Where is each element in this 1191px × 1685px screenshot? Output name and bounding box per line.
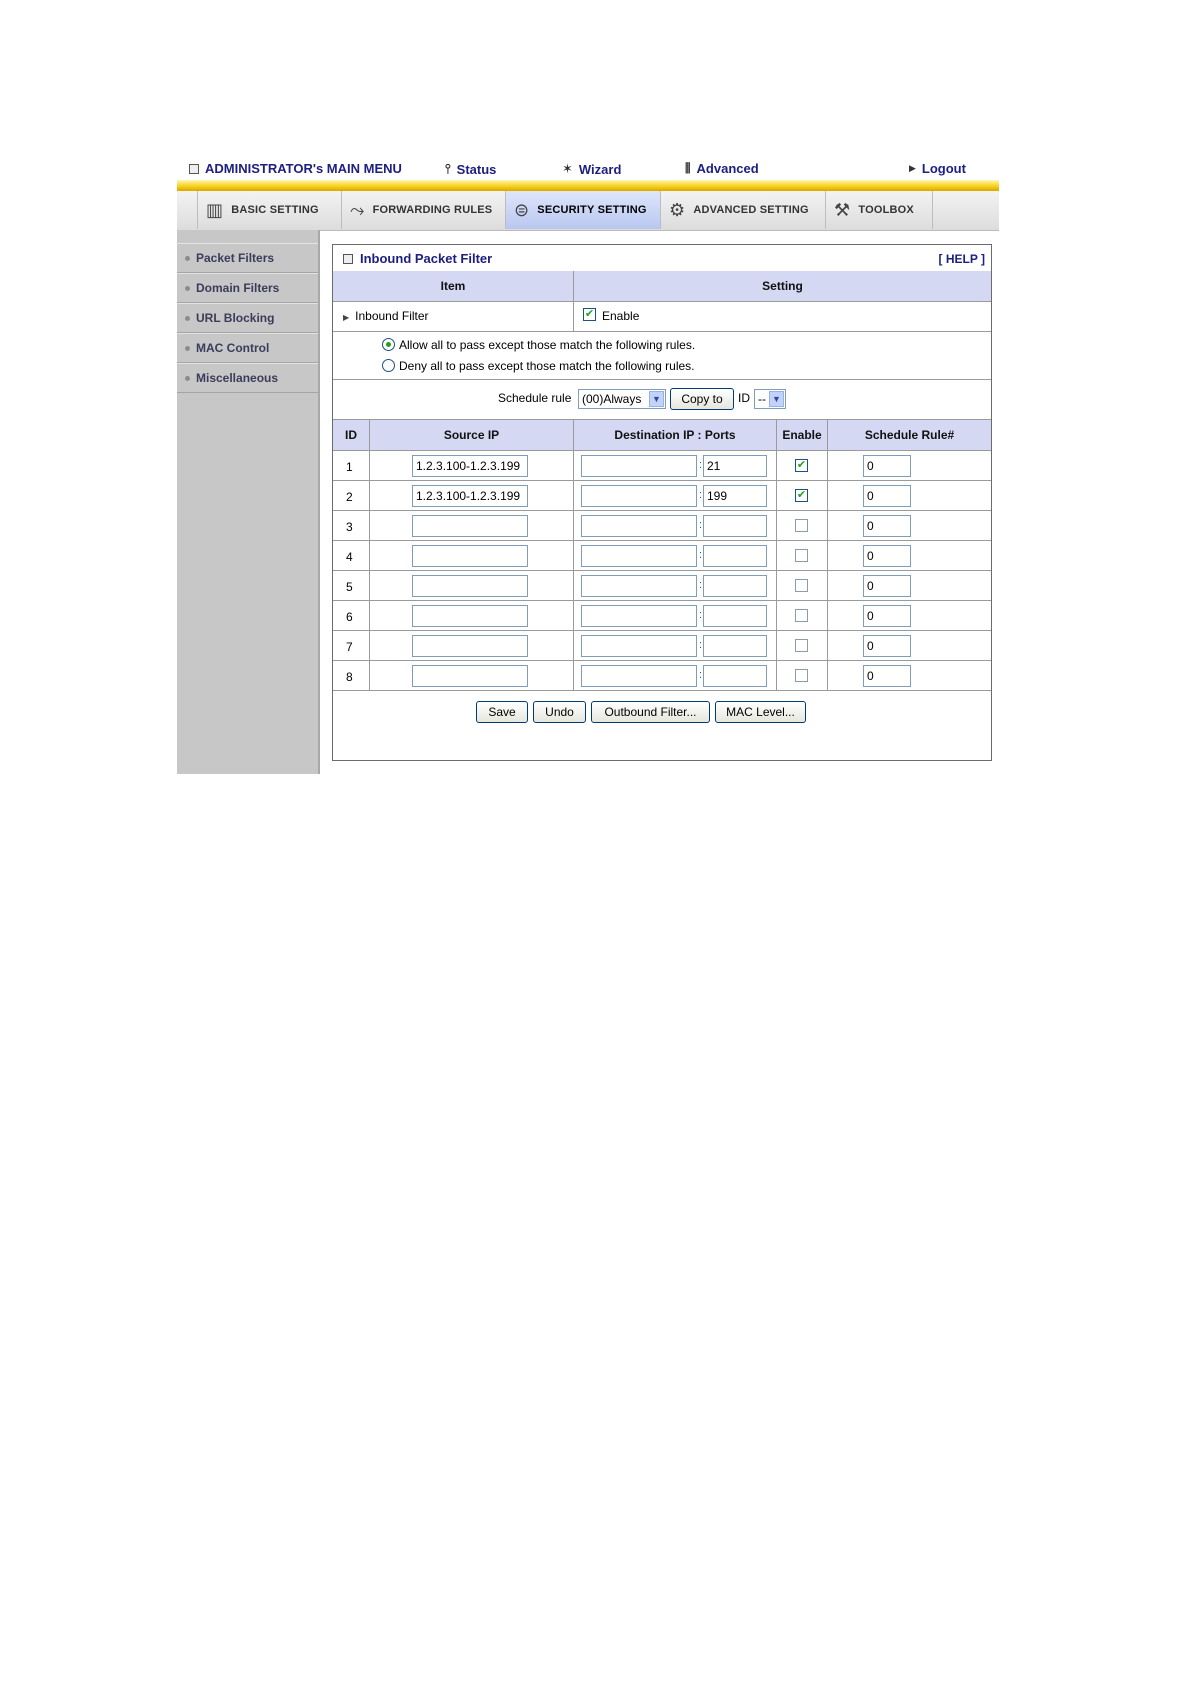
rule-id: 4 — [346, 550, 353, 564]
schedule-rule-select[interactable]: (00)Always ▼ — [578, 389, 666, 409]
bullet-icon — [185, 286, 190, 291]
rule-enable-checkbox[interactable] — [795, 639, 808, 652]
schedule-rule-input[interactable] — [863, 485, 911, 507]
port-separator: : — [699, 669, 703, 681]
destination-ip-input[interactable] — [581, 455, 697, 477]
tab-forwarding-rules[interactable]: ⤳ FORWARDING RULES — [341, 191, 505, 229]
rule-enable-checkbox[interactable] — [795, 579, 808, 592]
main-menu-link[interactable]: ADMINISTRATOR's MAIN MENU — [189, 161, 402, 176]
source-ip-input[interactable] — [412, 545, 528, 567]
source-ip-input[interactable] — [412, 455, 528, 477]
source-ip-input[interactable] — [412, 605, 528, 627]
destination-ip-input[interactable] — [581, 575, 697, 597]
source-ip-input[interactable] — [412, 485, 528, 507]
port-separator: : — [699, 549, 703, 561]
port-input[interactable] — [703, 575, 767, 597]
chevron-down-icon: ▼ — [649, 391, 664, 407]
destination-column-header: Destination IP : Ports — [574, 420, 776, 450]
port-input[interactable] — [703, 515, 767, 537]
toolbox-icon: ⚒ — [834, 199, 851, 220]
port-input[interactable] — [703, 455, 767, 477]
advanced-icon: ⫼ — [685, 161, 691, 175]
source-ip-input[interactable] — [412, 635, 528, 657]
column-divider — [827, 420, 828, 691]
rule-id: 2 — [346, 490, 353, 504]
schedule-rule-input[interactable] — [863, 575, 911, 597]
copy-to-button[interactable]: Copy to — [670, 388, 734, 410]
status-icon: ⫯ — [445, 161, 451, 176]
bullet-icon — [185, 346, 190, 351]
source-ip-input[interactable] — [412, 515, 528, 537]
advanced-link[interactable]: ⫼ Advanced — [685, 161, 759, 176]
port-input[interactable] — [703, 635, 767, 657]
sidebar-item-mac-control[interactable]: MAC Control — [177, 333, 318, 363]
rule-id: 3 — [346, 520, 353, 534]
destination-ip-input[interactable] — [581, 665, 697, 687]
destination-ip-input[interactable] — [581, 605, 697, 627]
deny-radio-label: Deny all to pass except those match the following rules. — [399, 359, 695, 373]
source-ip-input[interactable] — [412, 665, 528, 687]
panel-header — [333, 245, 991, 271]
rule-id: 7 — [346, 640, 353, 654]
port-separator: : — [699, 519, 703, 531]
sidebar-item-domain-filters[interactable]: Domain Filters — [177, 273, 318, 303]
rule-id: 6 — [346, 610, 353, 624]
tab-bar — [177, 191, 999, 231]
header-band — [177, 180, 999, 191]
undo-button[interactable]: Undo — [533, 701, 586, 723]
mac-level-button[interactable]: MAC Level... — [715, 701, 806, 723]
allow-radio-label: Allow all to pass except those match the following rules. — [399, 338, 696, 352]
destination-ip-input[interactable] — [581, 485, 697, 507]
lock-icon: ⊜ — [514, 199, 530, 220]
port-input[interactable] — [703, 485, 767, 507]
column-divider — [573, 420, 574, 691]
wizard-icon: ✶ — [562, 161, 573, 176]
inbound-filter-label: ▶ Inbound Filter — [343, 309, 429, 323]
save-button[interactable]: Save — [476, 701, 528, 723]
bullet-icon — [185, 316, 190, 321]
setting-column-header: Setting — [574, 271, 991, 301]
inbound-filter-enable-checkbox[interactable]: ✔ — [584, 308, 595, 320]
sidebar-item-packet-filters[interactable]: Packet Filters — [177, 243, 318, 273]
chevron-down-icon: ▼ — [769, 391, 784, 407]
enable-label: Enable — [602, 309, 640, 323]
enable-column-header: Enable — [777, 420, 827, 450]
rule-enable-checkbox[interactable]: ✔ — [796, 459, 807, 471]
bullet-icon — [185, 256, 190, 261]
item-column-header: Item — [333, 271, 573, 301]
port-separator: : — [699, 489, 703, 501]
bullet-icon — [185, 376, 190, 381]
rule-enable-checkbox[interactable] — [795, 609, 808, 622]
top-menu-bar — [177, 158, 999, 180]
port-input[interactable] — [703, 545, 767, 567]
wizard-link[interactable]: ✶ Wizard — [562, 161, 622, 177]
schedule-rule-input[interactable] — [863, 605, 911, 627]
sidebar-item-url-blocking[interactable]: URL Blocking — [177, 303, 318, 333]
column-divider — [776, 420, 777, 691]
schedule-rule-input[interactable] — [863, 545, 911, 567]
id-select[interactable]: -- ▼ — [754, 389, 786, 409]
port-separator: : — [699, 639, 703, 651]
destination-ip-input[interactable] — [581, 515, 697, 537]
square-bullet-icon — [189, 164, 199, 174]
rule-enable-checkbox[interactable] — [795, 519, 808, 532]
port-separator: : — [699, 579, 703, 591]
panel-title: Inbound Packet Filter — [360, 251, 493, 266]
arrow-right-icon: ▶ — [909, 163, 916, 173]
schedule-rule-label: Schedule rule — [498, 391, 572, 405]
tab-advanced-setting[interactable]: ⚙ ADVANCED SETTING — [660, 191, 825, 229]
destination-ip-input[interactable] — [581, 635, 697, 657]
source-ip-input[interactable] — [412, 575, 528, 597]
inbound-filter-panel — [332, 244, 992, 761]
arrow-right-icon: ▶ — [343, 313, 350, 322]
port-input[interactable] — [703, 605, 767, 627]
schedule-rule-input[interactable] — [863, 635, 911, 657]
tab-basic-setting[interactable]: ▥ BASIC SETTING — [197, 191, 341, 229]
destination-ip-input[interactable] — [581, 545, 697, 567]
outbound-filter-button[interactable]: Outbound Filter... — [591, 701, 710, 723]
schedule-rule-input[interactable] — [863, 515, 911, 537]
square-bullet-icon — [343, 254, 353, 264]
schedule-rule-input[interactable] — [863, 665, 911, 687]
id-column-header: ID — [333, 420, 369, 450]
status-link[interactable]: ⫯ Status — [445, 161, 497, 177]
schedule-rule-input[interactable] — [863, 455, 911, 477]
rule-id: 5 — [346, 580, 353, 594]
deny-radio[interactable] — [382, 359, 395, 372]
tab-security-setting[interactable]: ⊜ SECURITY SETTING — [505, 191, 660, 229]
id-label: ID — [738, 391, 750, 405]
sidebar-item-miscellaneous[interactable]: Miscellaneous — [177, 363, 318, 393]
column-divider — [369, 420, 370, 691]
allow-radio[interactable] — [382, 338, 395, 351]
schedule-column-header: Schedule Rule# — [828, 420, 991, 450]
gear-icon: ⚙ — [669, 199, 686, 220]
port-separator: : — [699, 609, 703, 621]
logout-link[interactable]: ▶ Logout — [909, 161, 966, 176]
router-admin-window — [177, 158, 999, 774]
port-separator: : — [699, 459, 703, 471]
rule-enable-checkbox[interactable]: ✔ — [796, 489, 807, 501]
source-ip-column-header: Source IP — [370, 420, 573, 450]
rule-id: 1 — [346, 460, 353, 474]
rule-id: 8 — [346, 670, 353, 684]
book-icon: ▥ — [206, 199, 224, 220]
help-link[interactable]: [ HELP ] — [938, 252, 985, 266]
forward-icon: ⤳ — [350, 199, 365, 220]
port-input[interactable] — [703, 665, 767, 687]
tab-toolbox[interactable]: ⚒ TOOLBOX — [825, 191, 933, 229]
rule-enable-checkbox[interactable] — [795, 549, 808, 562]
sidebar — [177, 230, 320, 774]
rule-enable-checkbox[interactable] — [795, 669, 808, 682]
